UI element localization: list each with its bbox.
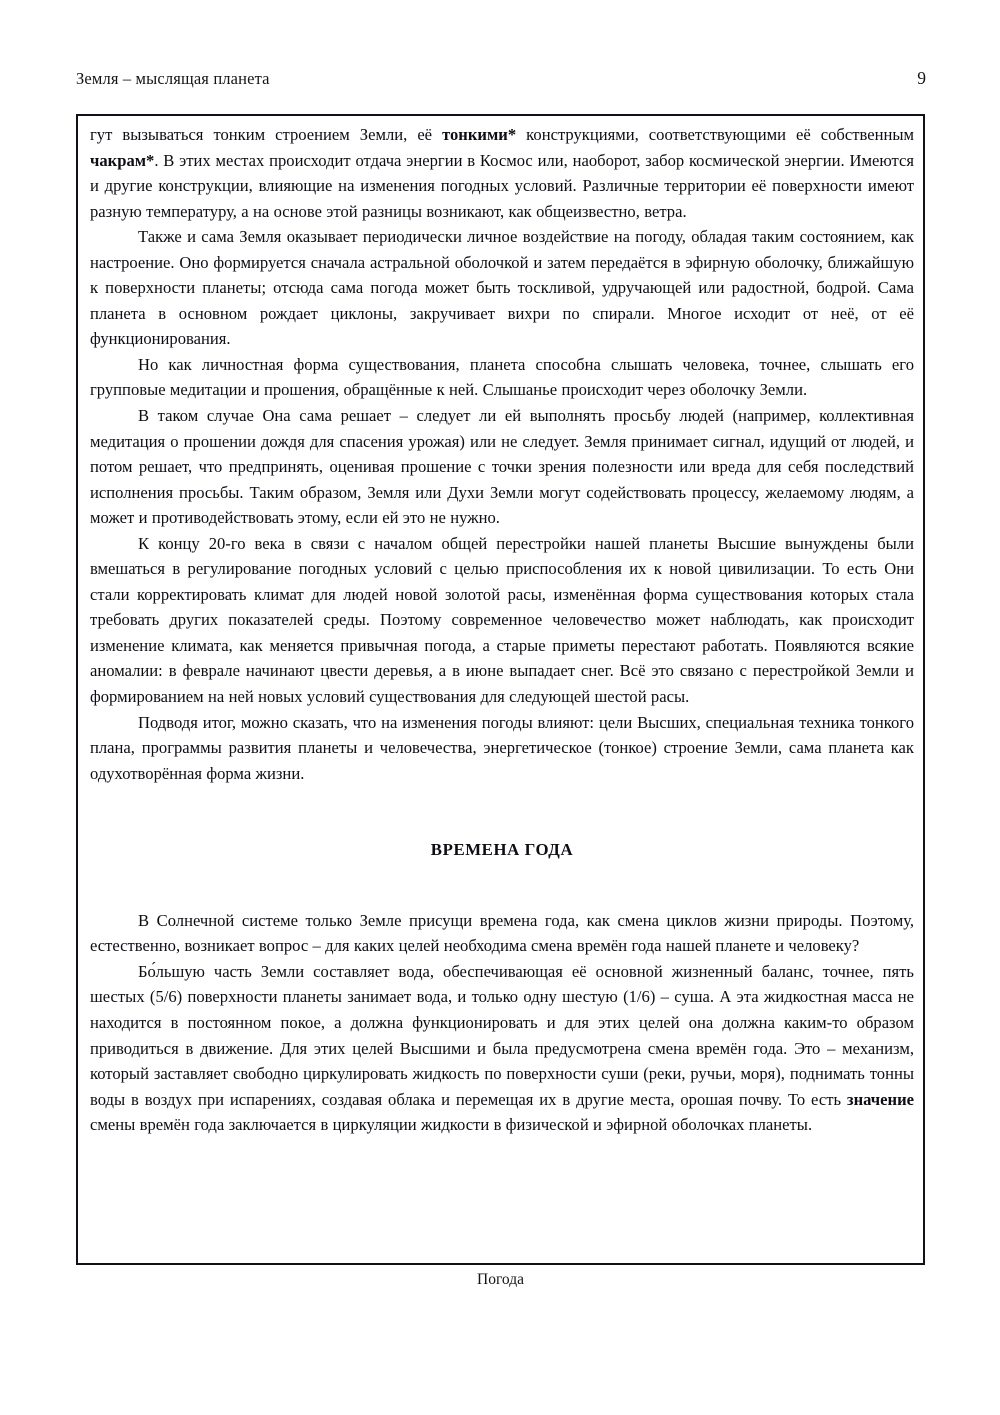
bordered-text-frame [76,114,925,1265]
text-column [90,122,914,1138]
running-head-title: Земля – мыслящая планета [76,69,270,88]
paragraph-continuation [90,122,914,224]
paragraph-4: В таком случае Она сама решает – следует ли ей выполнять просьбу людей (например, коллективная медитация о прошении дождя для спасения урожая) или не следует. Земля принимает сигнал, идущий от людей, и потом решает, что предпринять, оценивая прошение с точки зрения полезности или вреда для себя последствий исполнения просьбы. Таким образом, Земля или Духи Земли могут содействовать процессу, желаемому людям, а может и противодействовать этому, если ей это не нужно. [90,406,914,528]
paragraph-1-part-c: . В этих местах происходит отдача энергии в Космос или, наоборот, забор космической энергии. Имеются и другие конструкции, влияющие на изменения погодных условий. Различные территории её поверхности имеют разную температуру, а на основе этой разницы возникают, как общеизвестно, ветра. [90,150,914,221]
bold-term-tonkimi: тонкими* [442,125,517,144]
paragraph-1-part-b: конструкциями, соответствующими её собственным [516,125,914,144]
paragraph-8 [90,959,914,1138]
paragraph-8-part-b: смены времён года заключается в циркуляции жидкости в физической и эфирной оболочках планеты. [90,1115,813,1135]
paragraph-5: К концу 20-го века в связи с началом общей перестройки нашей планеты Высшие вынуждены были вмешаться в регулирование погодных условий с целью приспособления их к новой цивилизации. То есть Они стали корректировать климат для людей новой золотой расы, изменённая форма существования которых стала требовать других показателей среды. Поэтому современное человечество может наблюдать, как происходит изменение климата, как меняется привычная погода, а старые приметы перестают работать. Появляются всякие аномалии: в феврале начинают цвести деревья, а в июне выпадает снег. Всё это связано с перестройкой Земли и формированием на ней новых условий существования для следующей шестой расы. [90,533,914,707]
page-footer [76,1271,925,1289]
bold-term-znachenie: значение [846,1089,914,1109]
page-number: 9 [917,68,926,88]
paragraph-7: В Солнечной системе только Земле присущи времена года, как смена циклов жизни природы. Поэтому, естественно, возникает вопрос – для каких целей необходима смена времён года нашей планете и человеку? [90,910,914,956]
paragraph-8-part-a: Бо́льшую часть Земли составляет вода, обеспечивающая её основной жизненный баланс, точнее, пять шестых (5/6) поверхности планеты занимает вода, и только одну шестую (1/6) – суша. А эта жидкостная масса не находится в постоянном покое, а должна функционировать и для этих целей она должна каким-то образом приводиться в движение. Для этих целей Высшими и была предусмотрена смена времён года. Это – механизм, который заставляет свободно циркулировать жидкость по поверхности суши (реки, ручьи, моря), поднимать тонны воды в воздух при испарениях, создавая облака и перемещая их в другие места, орошая почву. То есть [90,961,914,1109]
paragraph-6: Подводя итог, можно сказать, что на изменения погоды влияют: цели Высших, специальная техника тонкого плана, программы развития планеты и человечества, энергетическое (тонкое) строение Земли, сама планета как одухотворённая форма жизни. [90,712,914,783]
bold-term-chakram: чакрам* [90,150,155,170]
section-heading-vremena-goda: ВРЕМЕНА ГОДА [430,840,574,860]
paragraph-2: Также и сама Земля оказывает периодически личное воздействие на погоду, обладая таким состоянием, как настроение. Оно формируется сначала астральной оболочкой и затем передаётся в эфирную оболочку, ближайшую к поверхности планеты; отсюда сама погода может быть тоскливой, удручающей или радостной, бодрой. Сама планета в основном рождает циклоны, закручивает вихри по спирали. Многое исходит от неё, от её функционирования. [90,227,914,349]
heading-top-spacer [90,786,914,837]
paragraph-3: Но как личностная форма существования, планета способна слышать человека, точнее, слышать его групповые медитации и прошения, обращённые к ней. Слышанье происходит через оболочку Земли. [90,354,914,400]
footer-text: Погода [477,1271,524,1288]
heading-bottom-spacer [90,863,914,908]
paragraph-1-part-a: гут вызываться тонким строением Земли, её [90,125,443,144]
running-head [76,68,926,96]
